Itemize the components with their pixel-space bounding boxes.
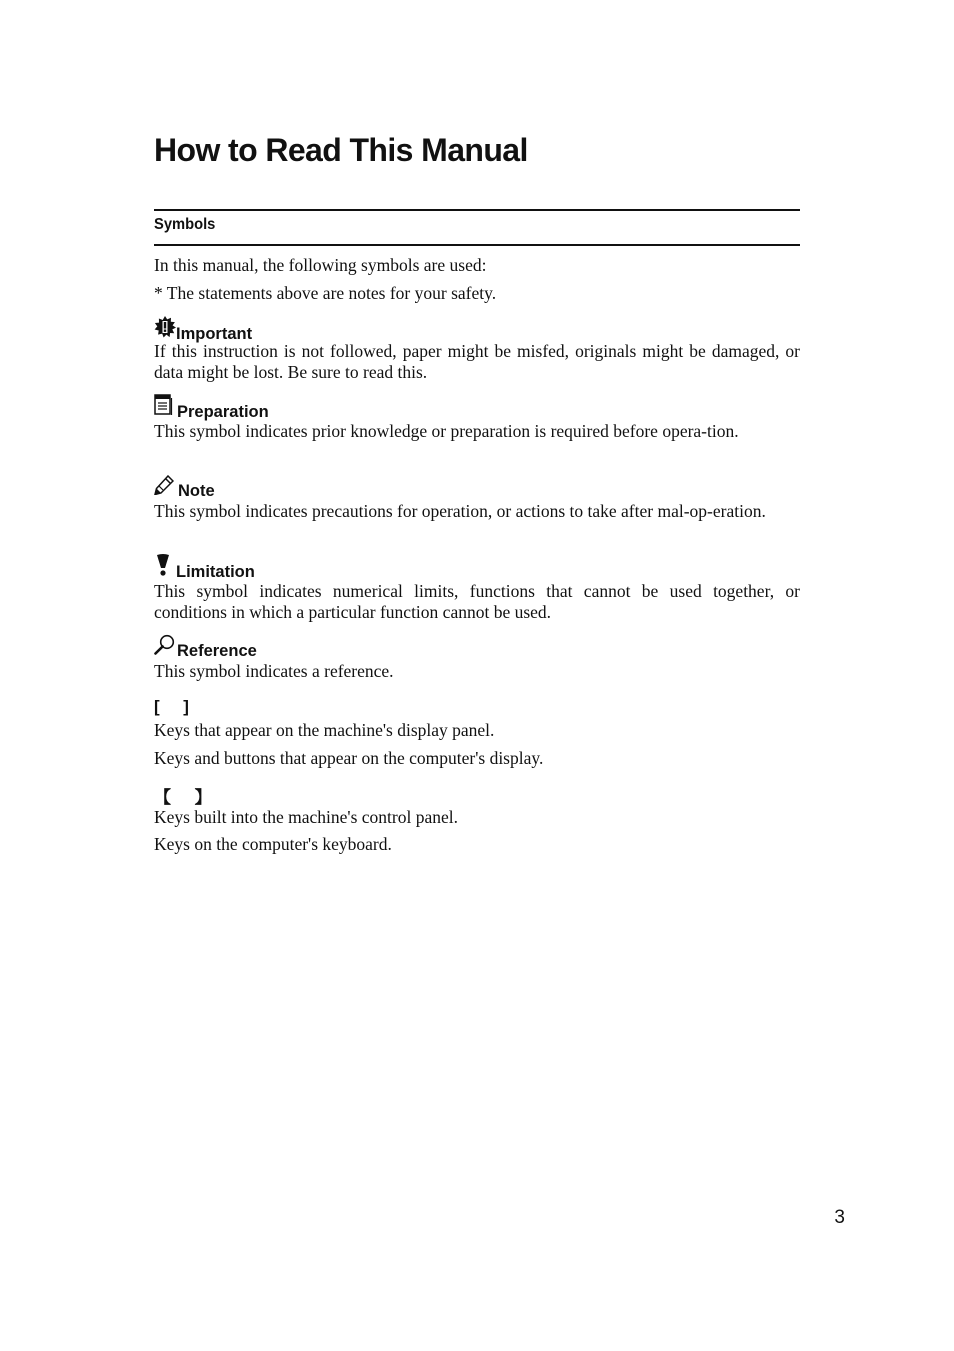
limitation-icon xyxy=(154,554,172,581)
preparation-text: This symbol indicates prior knowledge or preparation is required before opera-tion. xyxy=(154,421,739,441)
page-title: How to Read This Manual xyxy=(154,132,528,168)
panel-keys-text-1: Keys built into the machine's control panel. xyxy=(154,807,458,827)
preparation-heading xyxy=(154,394,269,421)
important-icon xyxy=(154,316,176,343)
display-keys-text-2: Keys and buttons that appear on the computer's display. xyxy=(154,748,544,768)
note-text: This symbol indicates precautions for operation, or actions to take after mal-op-eration. xyxy=(154,501,766,521)
reference-label: Reference xyxy=(177,642,257,660)
reference-heading xyxy=(154,634,257,660)
display-key-brackets: [ ] xyxy=(154,697,189,716)
note-heading xyxy=(154,475,215,500)
limitation-heading xyxy=(154,554,255,581)
display-keys-text-1: Keys that appear on the machine's display panel. xyxy=(154,720,495,740)
section-top-rule xyxy=(154,209,800,211)
section-bottom-rule xyxy=(154,244,800,246)
safety-note-text: * The statements above are notes for your safety. xyxy=(154,283,497,303)
important-text: If this instruction is not followed, paper might be misfed, originals might be damaged, or data might be lost. Be sure to read this. xyxy=(154,341,800,382)
panel-keys-text-2: Keys on the computer's keyboard. xyxy=(154,834,392,854)
intro-text: In this manual, the following symbols are used: xyxy=(154,255,487,275)
preparation-label: Preparation xyxy=(177,403,269,421)
important-heading xyxy=(154,316,252,343)
pencil-icon xyxy=(154,475,174,500)
panel-key-brackets: 【 】 xyxy=(154,788,212,807)
limitation-text: This symbol indicates numerical limits, functions that cannot be used together, or conditions in which a particular function cannot be used. xyxy=(154,581,800,622)
important-label: Important xyxy=(176,325,253,343)
limitation-label: Limitation xyxy=(176,563,255,581)
magnifier-icon xyxy=(154,634,175,660)
page-number: 3 xyxy=(834,1207,845,1228)
note-label: Note xyxy=(178,482,215,500)
reference-text: This symbol indicates a reference. xyxy=(154,661,394,681)
section-label: Symbols xyxy=(154,216,216,233)
preparation-icon xyxy=(154,394,173,421)
